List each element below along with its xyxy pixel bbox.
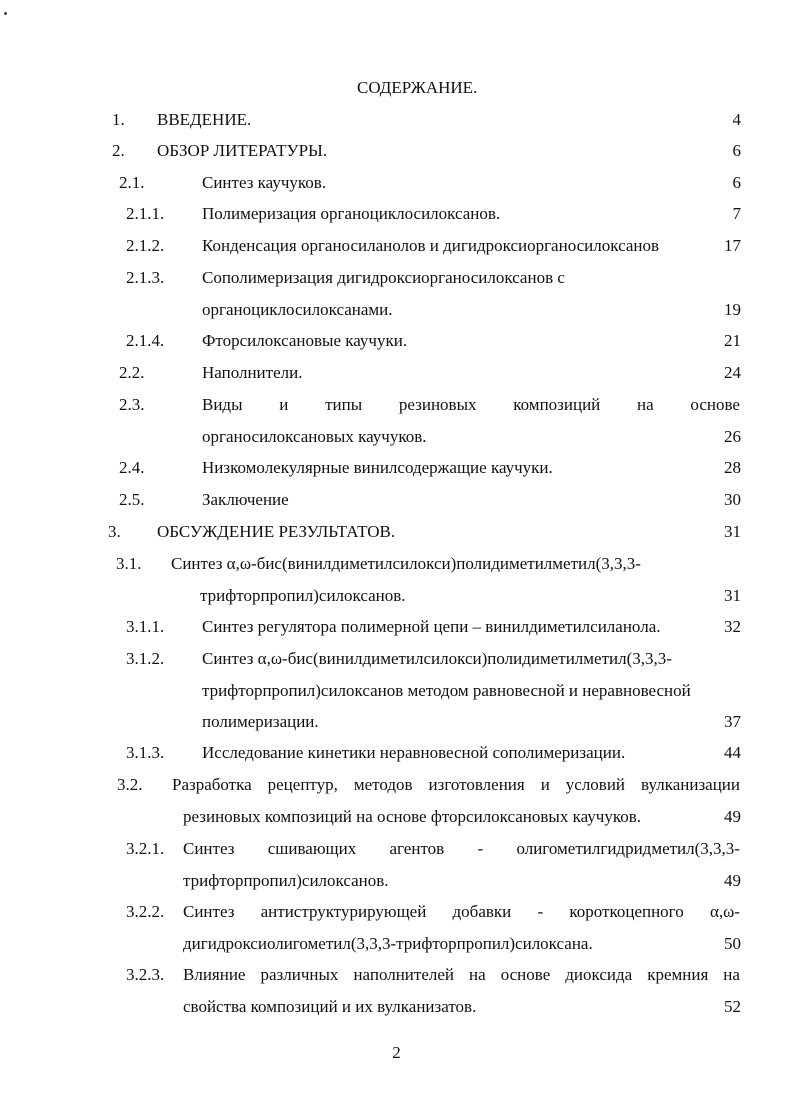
toc-entry[interactable]: 2.4. Низкомолекулярные винилсодержащие каучуки. 28 bbox=[119, 458, 741, 477]
page-number: 2 bbox=[392, 1043, 401, 1062]
justified-line: Виды и типы резиновых композиций на основе bbox=[202, 395, 740, 414]
toc-entry[interactable]: 3.2. Разработка рецептур, методов изготовления и условий вулканизации bbox=[0, 773, 793, 797]
toc-entry-continuation: органоциклосилоксанами. 19 bbox=[202, 300, 741, 319]
justified-line: Синтез антиструктурирующей добавки - короткоцепного α,ω- bbox=[183, 902, 740, 921]
toc-entry[interactable]: 3.1. Синтез α,ω-бис(винилдиметилсилокси)полидиметилметил(3,3,3- bbox=[116, 554, 641, 573]
toc-entry[interactable]: 3.1.3. Исследование кинетики неравновесной сополимеризации. 44 bbox=[126, 743, 741, 762]
toc-entry[interactable]: 2.5. Заключение 30 bbox=[119, 490, 741, 509]
toc-entry-continuation: трифторпропил)силоксанов. 49 bbox=[183, 871, 741, 890]
toc-entry[interactable]: 1. ВВЕДЕНИЕ. 4 bbox=[112, 110, 741, 129]
toc-entry[interactable]: 3.1.2. Синтез α,ω-бис(винилдиметилсилокси)полидиметилметил(3,3,3- bbox=[126, 649, 672, 668]
toc-entry[interactable]: 3.2.1. Синтез сшивающих агентов - олигометилгидридметил(3,3,3- bbox=[0, 837, 793, 861]
toc-entry[interactable]: 3. ОБСУЖДЕНИЕ РЕЗУЛЬТАТОВ. 31 bbox=[108, 522, 741, 541]
toc-entry[interactable]: 2.1. Синтез каучуков. 6 bbox=[119, 173, 741, 192]
justified-line: Синтез сшивающих агентов - олигометилгидридметил(3,3,3- bbox=[183, 839, 740, 858]
toc-entry[interactable]: 2.1.1. Полимеризация органоциклосилоксанов. 7 bbox=[126, 204, 741, 223]
toc-entry-continuation: органосилоксановых каучуков. 26 bbox=[202, 427, 741, 446]
document-page: СОДЕРЖАНИЕ. 1. ВВЕДЕНИЕ. 4 2. ОБЗОР ЛИТЕРАТУРЫ. 6 2.1. Синтез каучуков. 6 2.1.1. Полимеризация органоциклосилоксанов. 7 2.1.2. Конденсация органосиланолов и дигидроксиорганосилоксанов 17 2.1.3. Сополимеризация дигидроксиорганосилоксанов с органоциклосилоксанами. 19 2.1.4. Фторсилоксановые каучуки. 21 2.2. Наполнители. 24 2.3. Виды и типы резиновых композиций на основе органосилоксановых каучуков. 26 2.4. Низкомолекулярные винилсодержащие каучуки. 28 2.5. Заключение 30 3. ОБСУЖДЕНИЕ РЕЗУЛЬТАТОВ. 31 3.1. Синтез α,ω-бис(винилдиметилсилокси)полидиметилметил(3,3,3- трифторпропил)силоксанов. 31 3.1.1. Синтез регулятора полимерной цепи – винилдиметилсиланола. 32 3.1.2. Синтез α,ω-бис(винилдиметилсилокси)полидиметилметил(3,3,3- трифторпропил)силоксанов методом равновесной и неравновесной полимеризации. 37 3.1.3. Исследование кинетики неравновесной сополимеризации. 44 3.2. Разработка рецептур, методов изготовления и условий вулканизации резиновых композиций на основе фторсилоксановых каучуков. 49 3.2.1. Синтез сшивающих агентов - олигометилгидридметил(3,3,3- трифторпропил)силоксанов. 49 3.2.2. Синтез антиструктурирующей добавки - короткоцепного α,ω- дигидроксиолигометил(3,3,3-трифторпропил)силоксана. 50 3.2.3. Влияние различных наполнителей на основе диоксида кремния на свойства композиций и их вулканизатов. 52 2 bbox=[0, 0, 793, 1097]
justified-line: Влияние различных наполнителей на основе диоксида кремния на bbox=[183, 965, 740, 984]
toc-entry[interactable]: 3.1.1. Синтез регулятора полимерной цепи – винилдиметилсиланола. 32 bbox=[126, 617, 741, 636]
justified-line: Разработка рецептур, методов изготовления и условий вулканизации bbox=[172, 775, 740, 794]
toc-entry-continuation: дигидроксиолигометил(3,3,3-трифторпропил)силоксана. 50 bbox=[183, 934, 741, 953]
toc-entry[interactable]: 3.2.2. Синтез антиструктурирующей добавки - короткоцепного α,ω- bbox=[0, 900, 793, 924]
toc-entry[interactable]: 2.2. Наполнители. 24 bbox=[119, 363, 741, 382]
toc-entry-continuation: трифторпропил)силоксанов. 31 bbox=[200, 586, 741, 605]
toc-entry-continuation: трифторпропил)силоксанов методом равновесной и неравновесной bbox=[202, 681, 691, 700]
toc-entry-continuation: свойства композиций и их вулканизатов. 52 bbox=[183, 997, 741, 1016]
toc-entry[interactable]: 2.1.2. Конденсация органосиланолов и дигидроксиорганосилоксанов 17 bbox=[126, 236, 741, 255]
toc-entry[interactable]: 2. ОБЗОР ЛИТЕРАТУРЫ. 6 bbox=[112, 141, 741, 160]
toc-entry[interactable]: 2.1.3. Сополимеризация дигидроксиорганосилоксанов с bbox=[126, 268, 565, 287]
toc-entry[interactable]: 3.2.3. Влияние различных наполнителей на основе диоксида кремния на bbox=[0, 963, 793, 987]
scan-speck bbox=[4, 12, 7, 15]
toc-entry-continuation: полимеризации. 37 bbox=[202, 712, 741, 731]
toc-entry[interactable]: 2.1.4. Фторсилоксановые каучуки. 21 bbox=[126, 331, 741, 350]
toc-entry-continuation: резиновых композиций на основе фторсилоксановых каучуков. 49 bbox=[183, 807, 741, 826]
toc-entry[interactable]: 2.3. Виды и типы резиновых композиций на основе bbox=[0, 393, 793, 417]
